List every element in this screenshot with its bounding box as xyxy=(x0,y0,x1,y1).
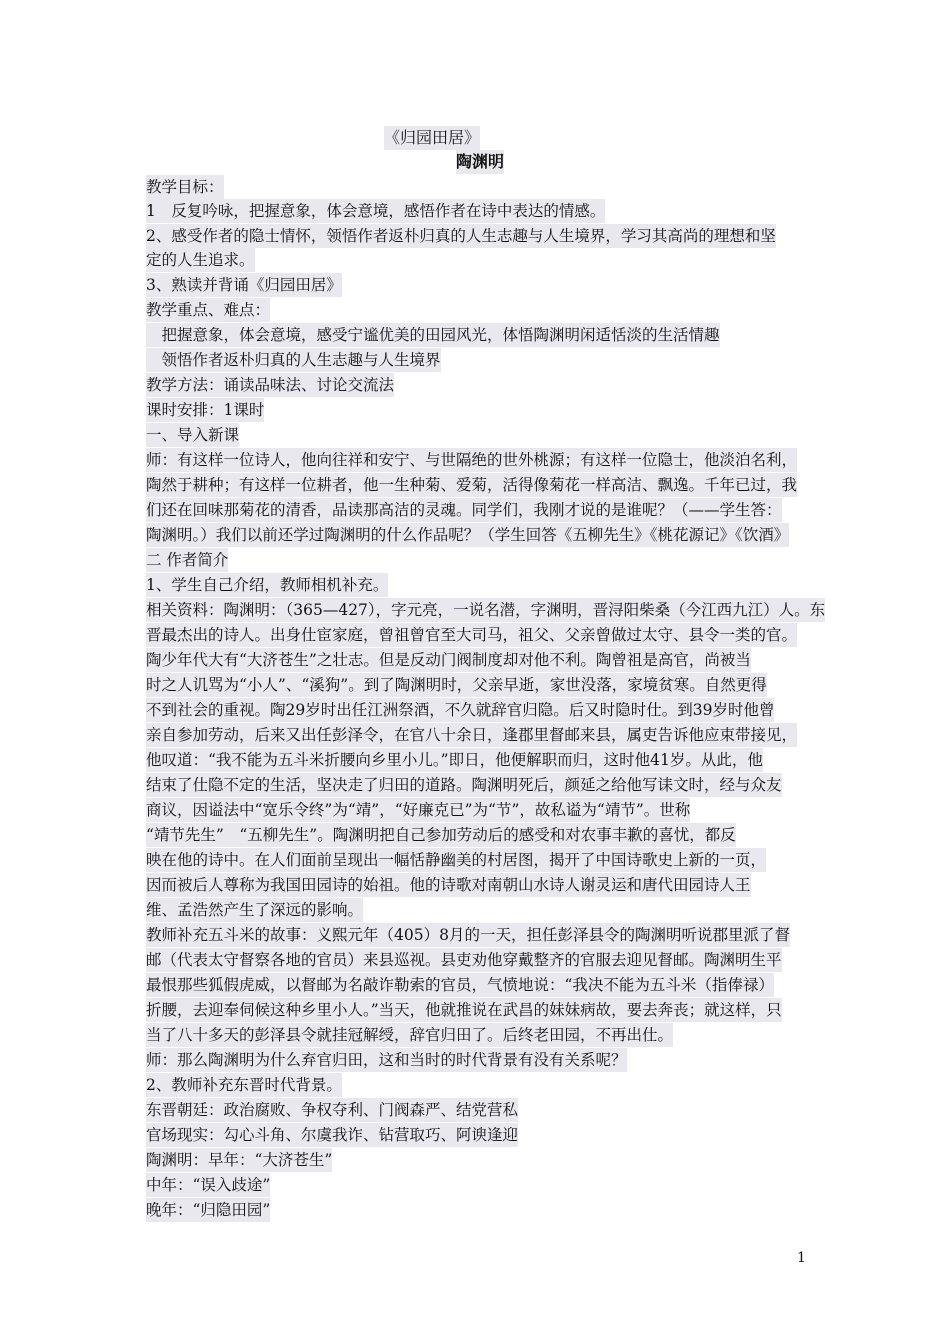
section-heading: 教学重点、难点： xyxy=(146,298,270,322)
text-line: 定的人生追求。 xyxy=(146,248,255,272)
text-line: 教学方法：诵读品味法、讨论交流法 xyxy=(146,373,394,397)
text-line: 2、感受作者的隐士情怀，领悟作者返朴归真的人生志趣与人生境界，学习其高尚的理想和坚 xyxy=(146,224,776,248)
text-line: 1、学生自己介绍，教师相机补充。 xyxy=(146,573,388,597)
text-line: 教师补充五斗米的故事：义熙元年（405）8月的一天，担任彭泽县令的陶渊明听说郡里派了督 xyxy=(146,923,790,947)
text-line: 陶少年代大有“大济苍生”之壮志。但是反动门阀制度却对他不利。陶曾祖是高官，尚被当 xyxy=(146,648,751,672)
text-line: 陶然于耕种；有这样一位耕者，他一生种菊、爱菊，活得像菊花一样高洁、飘逸。千年已过，我 xyxy=(146,473,797,497)
section-heading: 一、导入新课 xyxy=(146,423,239,447)
text-line: 商议，因谥法中“宽乐令终”为“靖”，“好廉克已”为“节”，故私谥为“靖节”。世称 xyxy=(146,798,690,822)
text-line: 亲自参加劳动，后来又出任彭泽令，在官八十余日，逢郡里督邮来县，属吏告诉他应束带接见， xyxy=(146,723,797,747)
text-line: 邮（代表太守督察各地的官员）来县巡视。县吏劝他穿戴整齐的官服去迎见督邮。陶渊明生平 xyxy=(146,948,782,972)
text-line: 他叹道：“我不能为五斗米折腰向乡里小儿。”即日，他便解职而归，这时他41岁。从此，他 xyxy=(146,748,763,772)
doc-title: 《归园田居》 xyxy=(384,126,480,150)
text-line: 维、孟浩然产生了深远的影响。 xyxy=(146,898,363,922)
text-line: 相关资料：陶渊明：（365—427），字元亮，一说名潜，字渊明，晋浔阳柴桑（今江西九江）人。东 xyxy=(146,598,825,622)
text-line: 晚年：“归隐田园” xyxy=(146,1198,270,1222)
text-line: 把握意象，体会意境，感受宁谧优美的田园风光，体悟陶渊明闲适恬淡的生活情趣 xyxy=(146,323,720,347)
text-line: 官场现实：勾心斗角、尔虞我诈、钻营取巧、阿谀逢迎 xyxy=(146,1123,518,1147)
text-line: 们还在回味那菊花的清香，品读那高洁的灵魂。同学们，我刚才说的是谁呢？（——学生答： xyxy=(146,498,782,522)
text-line: 师：有这样一位诗人，他向往祥和安宁、与世隔绝的世外桃源；有这样一位隐士，他淡泊名利， xyxy=(146,448,797,472)
text-line: 因而被后人尊称为我国田园诗的始祖。他的诗歌对南朝山水诗人谢灵运和唐代田园诗人王 xyxy=(146,873,751,897)
section-heading: 2、教师补充东晋时代背景。 xyxy=(146,1073,342,1097)
text-line: 时之人讥骂为“小人”、“溪狗”。到了陶渊明时，父亲早逝，家世没落，家境贫寒。自然更得 xyxy=(146,673,767,697)
text-line: 最恨那些狐假虎威，以督邮为名敲诈勒索的官员，气愤地说：“我决不能为五斗米（指俸禄） xyxy=(146,973,774,997)
text-line: “靖节先生” “五柳先生”。陶渊明把自己参加劳动后的感受和对农事丰歉的喜忧，都反 xyxy=(146,823,736,847)
text-line: 结束了仕隐不定的生活，坚决走了归田的道路。陶渊明死后，颜延之给他写诔文时，经与众友 xyxy=(146,773,782,797)
text-line: 陶渊明：早年：“大济苍生” xyxy=(146,1148,332,1172)
page-number: 1 xyxy=(797,1250,806,1266)
text-line: 晋最杰出的诗人。出身仕宦家庭，曾祖曾官至大司马，祖父、父亲曾做过太守、县令一类的官。 xyxy=(146,623,797,647)
text-line: 师：那么陶渊明为什么弃官归田，这和当时的时代背景有没有关系呢？ xyxy=(146,1048,627,1072)
section-heading: 教学目标： xyxy=(146,175,224,199)
text-line: 1 反复吟咏，把握意象，体会意境，感悟作者在诗中表达的情感。 xyxy=(146,199,605,223)
text-line: 3、熟读并背诵《归园田居》 xyxy=(146,273,342,297)
section-heading: 二 作者简介 xyxy=(146,548,228,572)
doc-author: 陶渊明 xyxy=(456,150,504,174)
text-line: 折腰，去迎奉伺候这种乡里小人。”当天，他就推说在武昌的妹妹病故，要去奔丧；就这样，只 xyxy=(146,998,782,1022)
text-line: 当了八十多天的彭泽县令就挂冠解绶，辞官归田了。后终老田园，不再出仕。 xyxy=(146,1023,673,1047)
text-line: 中年：“误入歧途” xyxy=(146,1173,270,1197)
text-line: 陶渊明。）我们以前还学过陶渊明的什么作品呢？（学生回答《五柳先生》《桃花源记》《饮酒》 xyxy=(146,523,789,547)
text-line: 领悟作者返朴归真的人生志趣与人生境界 xyxy=(146,348,441,372)
text-line: 东晋朝廷：政治腐败、争权夺利、门阀森严、结党营私 xyxy=(146,1098,518,1122)
text-line: 不到社会的重视。陶29岁时出任江洲祭酒，不久就辞官归隐。后又时隐时仕。到39岁时他曾 xyxy=(146,698,774,722)
text-line: 映在他的诗中。在人们面前呈现出一幅恬静幽美的村居图，揭开了中国诗歌史上新的一页， xyxy=(146,848,766,872)
text-line: 课时安排：1课时 xyxy=(146,398,264,422)
